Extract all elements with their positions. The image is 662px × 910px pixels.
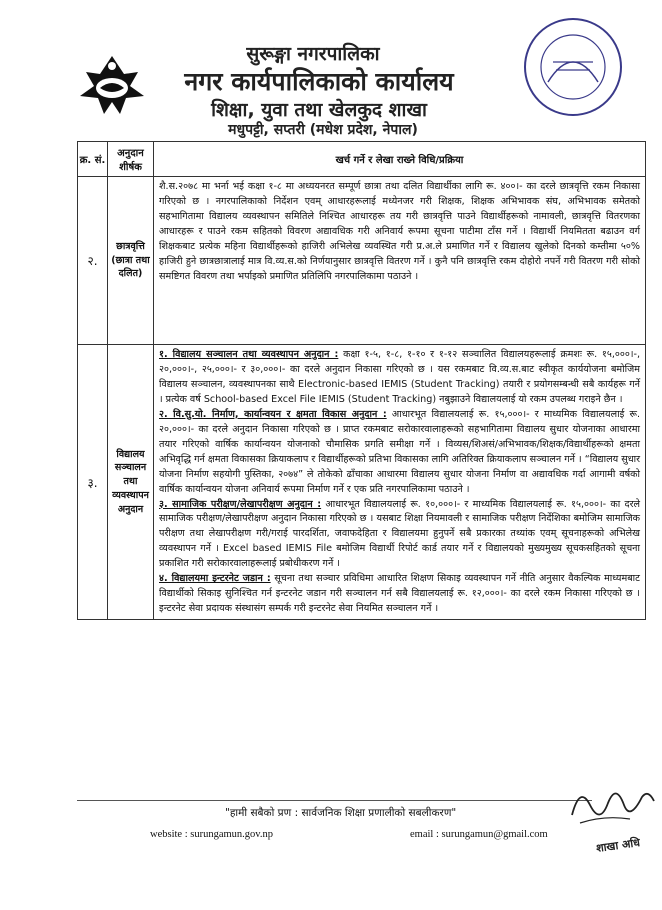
table-header-row	[78, 142, 646, 177]
section-heading: ४. विद्यालयमा इन्टरनेट जडान :	[159, 573, 271, 585]
footer-slogan: "हामी सबैको प्रण : सार्वजनिक शिक्षा प्रणालीको सबलीकरण"	[225, 807, 457, 819]
section-text: आधारभूत विद्यालयलाई रू. १५,०००।- र माध्यमिक विद्यालयलाई रू. २०,०००।- का दरले अनुदान निकासा गरिएको छ । प्राप्त रकमबाट सरोकारवालाहरूको सहभागितामा विद्यालय सुधार योजनाका आधारमा तयार गरिएको वार्षिक कार्यान्वयन योजनाको चौमासिक प्रगति समीक्षा गर्ने । विव्यस/शिअसं/अभिभावक/शिक्षक/विद्यार्थीहरूको क्षमता अभिवृद्धि गर्न क्षमता विकासका क्रियाकलाप र विद्यार्थीहरूको प्रतिभा विकासका लागि अतिरिक्त क्रियाकलाप सञ्चालन गर्ने । “विद्यालय सुधार योजना निर्माण सहयोगी पुस्तिका, २०७४” ले तोकेको ढाँचाका आधारमा विद्यालय सुधार योजना निर्माण वा अद्यावधिक गर्दा आगामी वर्षको वार्षिक कार्यान्वयन योजना अनिवार्य रूपमा निर्माण गर्ने र एक प्रति नगरपालिकामा पठाउने ।	[159, 408, 641, 495]
row-serial: ३.	[78, 345, 108, 620]
header-procedure: खर्च गर्ने र लेखा राख्ने विधि/प्रक्रिया	[154, 142, 646, 177]
row-grant-title: छात्रवृत्ति (छात्रा तथा दलित)	[108, 177, 154, 345]
section-text: सूचना तथा सञ्चार प्रविधिमा आधारित शिक्षण सिकाइ व्यवस्थापन गर्ने नीति अनुसार वैकल्पिक माध्यमबाट विद्यार्थीको सिकाइ सुनिश्चित गर्न इन्टरनेट जडान गरी सञ्चालन गर्न सबै विद्यालयलाई रू. १२,०००।- का दरले रकम निकासा गरिएको छ । इन्टरनेट सेवा प्रदायक संस्थासंग सम्पर्क गरी इन्टरनेट सेवा नियमित सञ्चालन गर्ने ।	[159, 573, 640, 615]
section-text: कक्षा १-५, १-८, १-१० र १-१२ सञ्चालित विद्यालयहरूलाई क्रमशः रू. १५,०००।-, २०,०००।-, २५,०००।- र ३०,०००।- का दरले अनुदान निकासा गरिएको छ । यस रकमबाट वि.व्य.स.बाट स्वीकृत कार्ययोजना बमोजिम विद्यालय सञ्चालन, व्यवस्थापनका साथै Electronic-based IEMIS (Student Tracking) तयारी र प्रयोगसम्बन्धी सबै कार्यहरू गर्ने । प्रत्येक वर्ष School-based Excel File IEMIS (Student Tracking) नबुझाउने विद्यालयलाई यो रकम उपलब्ध गराइने छैन ।	[159, 349, 640, 405]
header-serial: क्र. सं.	[78, 142, 108, 177]
letterhead	[0, 0, 662, 140]
section-text: आधारभूत विद्यालयलाई रू. १०,०००।- र माध्यमिक विद्यालयलाई रू. १५,०००।- का दरले सामाजिक परीक्षण/लेखापरीक्षण अनुदान निकासा गरिएको छ । यसबाट शिक्षा नियमावली र सामाजिक परीक्षण निर्देशिका बमोजिम सामाजिक परीक्षण तथा लेखापरीक्षण गरी/गराई पारदर्शिता, जवाफदेहिता र विद्यालयमा हुनुपर्ने सबै प्रकारका तथ्यांक एवम् सूचनाहरूको अभिलेख व्यवस्थापन गर्ने । Excel based IEMIS File बमोजिम विद्यार्थी रिपोर्ट कार्ड तयार गर्ने र विद्यालयको मुख्यमुख्य सूचकसहितको सूचना प्रकाशित गरी सरोकारवालाहरूलाई प्रबोधीकरण गर्ने ।	[159, 498, 640, 570]
section-name: शिक्षा, युवा तथा खेलकुद शाखा	[211, 99, 427, 121]
address: मधुपट्टी, सप्तरी (मधेश प्रदेश, नेपाल)	[228, 122, 418, 138]
procedure-section	[159, 572, 640, 617]
procedure-section	[159, 408, 640, 498]
signature-caption: शाखा अधि	[595, 835, 641, 856]
municipality-name: सुरूङ्गा नगरपालिका	[246, 43, 380, 65]
municipality-round-seal	[518, 12, 628, 122]
table-row	[78, 177, 646, 345]
footer-divider	[77, 800, 592, 801]
section-heading: २. वि.सु.यो. निर्माण, कार्यान्वयन र क्षमता विकास अनुदान :	[159, 408, 387, 420]
procedure-section	[159, 498, 640, 573]
row-procedure-text: शै.स.२०७८ मा भर्ना भई कक्षा १-८ मा अध्ययनरत सम्पूर्ण छात्रा तथा दलित विद्यार्थीका लागि रू. ४००।- का दरले छात्रवृत्ति रकम निकासा गरिएको छ । नगरपालिकाको निर्देशन एवम् आधारहरूलाई मध्येनजर गरी शिक्षक, शिक्षक अभिभावक संघ, अभिभावक समेतको सहभागितामा विद्यालय व्यवस्थापन समितिले निश्चित आधारहरू तय गरी छात्रवृत्ति पाउने विद्यार्थीहरूको नामावली, छात्रवृत्ति वितरणका आधारहरू र पाउने रकम सहितको विवरण अद्यावधिक गरी अनिवार्य रूपमा सूचना पाटीमा टाँस गर्ने । विद्यार्थी नियमितता बढाउन वर्ग शिक्षकबाट प्रत्येक महिना विद्यार्थीहरूको हाजिरी अभिलेख व्यवस्थित गरी प्र.अ.ले प्रमाणित गर्ने र विद्यालय खुलेको दिनको कम्तीमा ५०% हाजिरी हुने छात्रछात्रालाई मात्र वि.व्य.स.को निर्णयानुसार छात्रवृत्ति वितरण गर्ने । कुनै पनि छात्रवृत्ति रकम दोहोरो नपर्ने गरी वितरण गरी सोको समष्टिगत विवरण तथा भर्पाइको प्रमाणित प्रतिलिपि नगरपालिकामा पठाउने ।	[154, 177, 646, 345]
section-heading: ३. सामाजिक परीक्षण/लेखापरीक्षण अनुदान :	[159, 498, 322, 510]
procedure-section	[159, 348, 640, 408]
footer-email: email : surungamun@gmail.com	[410, 829, 548, 840]
row-grant-title: विद्यालय सञ्चालन तथा व्यवस्थापन अनुदान	[108, 345, 154, 620]
row-procedure-sections	[154, 345, 646, 620]
table-row	[78, 345, 646, 620]
header-grant-title: अनुदान शीर्षक	[108, 142, 154, 177]
grant-table	[77, 141, 646, 620]
office-name: नगर कार्यपालिकाको कार्यालय	[184, 67, 454, 96]
footer-website: website : surungamun.gov.np	[150, 829, 273, 840]
section-heading: १. विद्यालय सञ्चालन तथा व्यवस्थापन अनुदान :	[159, 349, 339, 360]
row-serial: २.	[78, 177, 108, 345]
